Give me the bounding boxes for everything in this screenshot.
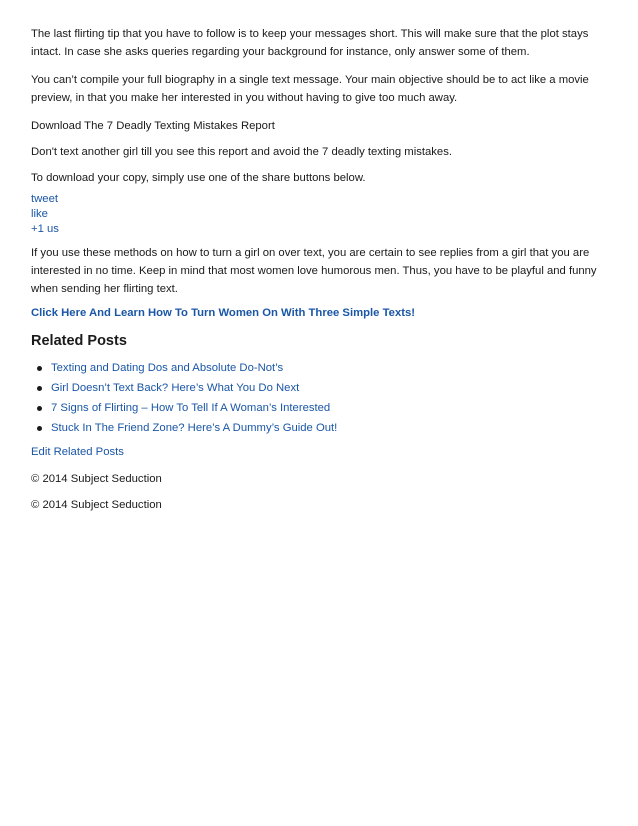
- download-instruction: To download your copy, simply use one of the share buttons below.: [31, 172, 366, 184]
- related-post-link-1[interactable]: Texting and Dating Dos and Absolute Do-Not’s: [51, 362, 284, 374]
- related-posts-heading: Related Posts: [31, 333, 127, 349]
- paragraph-methods: If you use these methods on how to turn a girl on over text, you are certain to see replies from a girl that you are interested in no time. Keep in mind that most women love humorous men. Thus, you have to be playful and funny when sending her flirting text.: [31, 247, 597, 295]
- related-post-link-3[interactable]: 7 Signs of Flirting – How To Tell If A Woman’s Interested: [51, 402, 331, 414]
- bullet-icon: [37, 366, 42, 371]
- share-links: [31, 192, 598, 237]
- related-post-link-2[interactable]: Girl Doesn’t Text Back? Here’s What You Do Next: [51, 382, 300, 394]
- share-tweet-link[interactable]: tweet: [31, 193, 59, 205]
- download-title: Download The 7 Deadly Texting Mistakes Report: [31, 120, 275, 132]
- bullet-icon: [37, 426, 42, 431]
- list-item: [51, 399, 598, 417]
- list-item: [51, 359, 598, 377]
- paragraph-biography: You can’t compile your full biography in a single text message. Your main objective should be to act like a movie preview, in that you make her interested in you without having to give too much away.: [31, 74, 589, 104]
- list-item: [51, 379, 598, 397]
- paragraph-keep-short: The last flirting tip that you have to follow is to keep your messages short. This will make sure that the plot stays intact. In case she asks queries regarding your background for instance, only answer some of them.: [31, 28, 589, 58]
- bullet-icon: [37, 406, 42, 411]
- related-post-link-4[interactable]: Stuck In The Friend Zone? Here’s A Dummy’s Guide Out!: [51, 422, 338, 434]
- share-plus-one-link[interactable]: +1 us: [31, 223, 59, 235]
- related-posts-list: [31, 359, 598, 437]
- download-description: Don't text another girl till you see this report and avoid the 7 deadly texting mistakes.: [31, 146, 452, 158]
- copyright-text-2: © 2014 Subject Seduction: [31, 499, 162, 511]
- cta-learn-link[interactable]: Click Here And Learn How To Turn Women On With Three Simple Texts!: [31, 307, 416, 319]
- share-like-link[interactable]: like: [31, 208, 48, 220]
- edit-related-posts-link[interactable]: Edit Related Posts: [31, 446, 124, 458]
- bullet-icon: [37, 386, 42, 391]
- copyright-text-1: © 2014 Subject Seduction: [31, 473, 162, 485]
- list-item: [51, 419, 598, 437]
